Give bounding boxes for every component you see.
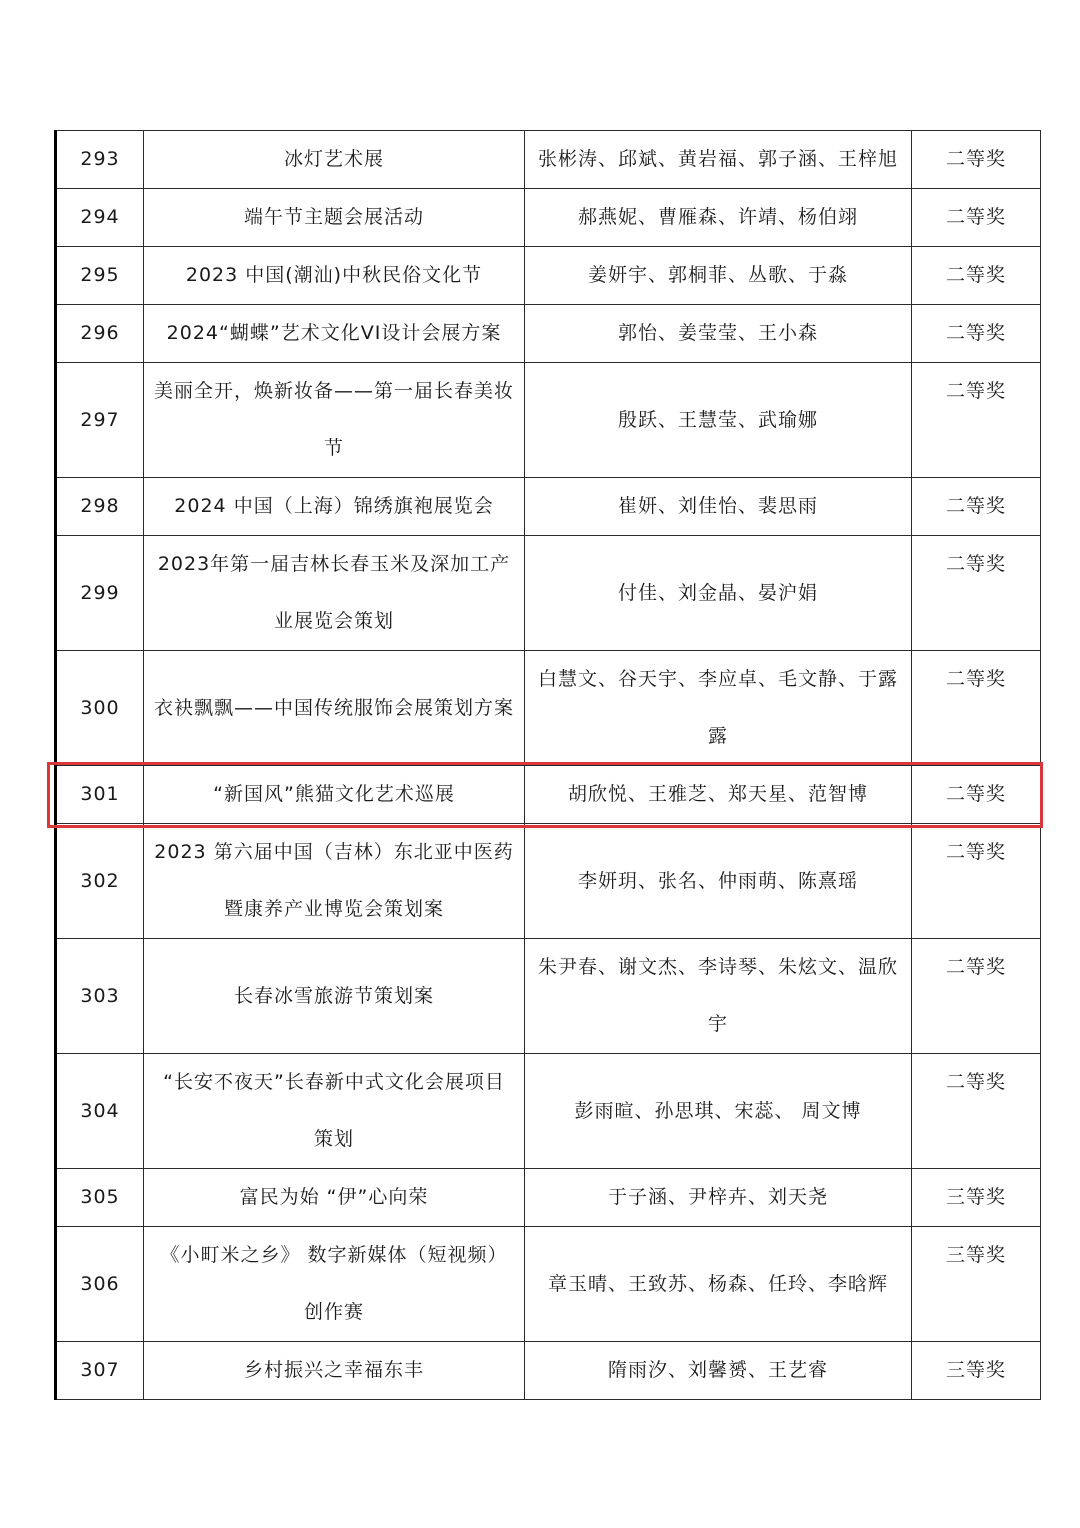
table-row (56, 247, 1041, 305)
team-members: 章玉晴、王致苏、杨森、任玲、李晗辉 (525, 1227, 912, 1342)
project-name: 美丽全开，焕新妆备——第一届长春美妆节 (144, 363, 525, 478)
team-members: 付佳、刘金晶、晏沪娟 (525, 536, 912, 651)
table-row (56, 363, 1041, 478)
team-members: 殷跃、王慧莹、武瑜娜 (525, 363, 912, 478)
table-row (56, 939, 1041, 1054)
row-number: 298 (56, 478, 144, 536)
table-row (56, 536, 1041, 651)
project-name: “长安不夜天”长春新中式文化会展项目策划 (144, 1054, 525, 1169)
award-level: 二等奖 (912, 536, 1041, 651)
project-name: “新国风”熊猫文化艺术巡展 (144, 766, 525, 824)
row-number: 307 (56, 1342, 144, 1400)
award-level: 二等奖 (912, 651, 1041, 766)
project-name: 2023 第六届中国（吉林）东北亚中医药暨康养产业博览会策划案 (144, 824, 525, 939)
award-level: 二等奖 (912, 189, 1041, 247)
table-row-highlighted (56, 766, 1041, 824)
row-number: 302 (56, 824, 144, 939)
project-name: 2024 中国（上海）锦绣旗袍展览会 (144, 478, 525, 536)
row-number: 297 (56, 363, 144, 478)
table-row (56, 189, 1041, 247)
table-row (56, 824, 1041, 939)
project-name: 《小町米之乡》 数字新媒体（短视频）创作赛 (144, 1227, 525, 1342)
award-level: 三等奖 (912, 1227, 1041, 1342)
row-number: 305 (56, 1169, 144, 1227)
row-number: 306 (56, 1227, 144, 1342)
project-name: 2024“蝴蝶”艺术文化VI设计会展方案 (144, 305, 525, 363)
team-members: 朱尹春、谢文杰、李诗琴、朱炫文、温欣宇 (525, 939, 912, 1054)
table-row (56, 1227, 1041, 1342)
team-members: 郭怡、姜莹莹、王小森 (525, 305, 912, 363)
award-level: 二等奖 (912, 766, 1041, 824)
table-row (56, 651, 1041, 766)
award-level: 二等奖 (912, 305, 1041, 363)
project-name: 衣袂飘飘——中国传统服饰会展策划方案 (144, 651, 525, 766)
table-row (56, 305, 1041, 363)
team-members: 李妍玥、张名、仲雨萌、陈熹瑶 (525, 824, 912, 939)
award-level: 二等奖 (912, 131, 1041, 189)
award-level: 二等奖 (912, 247, 1041, 305)
award-level: 二等奖 (912, 363, 1041, 478)
award-level: 二等奖 (912, 478, 1041, 536)
team-members: 于子涵、尹梓卉、刘天尧 (525, 1169, 912, 1227)
project-name: 冰灯艺术展 (144, 131, 525, 189)
team-members: 张彬涛、邱斌、黄岩福、郭子涵、王梓旭 (525, 131, 912, 189)
award-table-body (56, 131, 1041, 1400)
team-members: 白慧文、谷天宇、李应卓、毛文静、于露露 (525, 651, 912, 766)
project-name: 富民为始 “伊”心向荣 (144, 1169, 525, 1227)
row-number: 295 (56, 247, 144, 305)
row-number: 301 (56, 766, 144, 824)
award-level: 二等奖 (912, 824, 1041, 939)
table-row (56, 131, 1041, 189)
project-name: 2023年第一届吉林长春玉米及深加工产业展览会策划 (144, 536, 525, 651)
table-row (56, 1054, 1041, 1169)
row-number: 293 (56, 131, 144, 189)
row-number: 299 (56, 536, 144, 651)
project-name: 端午节主题会展活动 (144, 189, 525, 247)
row-number: 296 (56, 305, 144, 363)
row-number: 303 (56, 939, 144, 1054)
team-members: 彭雨暄、孙思琪、宋蕊、 周文博 (525, 1054, 912, 1169)
team-members: 隋雨汐、刘馨赟、王艺睿 (525, 1342, 912, 1400)
team-members: 崔妍、刘佳怡、裴思雨 (525, 478, 912, 536)
award-level: 二等奖 (912, 939, 1041, 1054)
project-name: 2023 中国(潮汕)中秋民俗文化节 (144, 247, 525, 305)
row-number: 294 (56, 189, 144, 247)
team-members: 姜妍宇、郭桐菲、丛歌、于淼 (525, 247, 912, 305)
award-level: 三等奖 (912, 1169, 1041, 1227)
team-members: 郝燕妮、曹雁森、许靖、杨伯翊 (525, 189, 912, 247)
table-row (56, 1169, 1041, 1227)
project-name: 长春冰雪旅游节策划案 (144, 939, 525, 1054)
table-row (56, 478, 1041, 536)
award-level: 三等奖 (912, 1342, 1041, 1400)
row-number: 300 (56, 651, 144, 766)
table-row (56, 1342, 1041, 1400)
project-name: 乡村振兴之幸福东丰 (144, 1342, 525, 1400)
team-members: 胡欣悦、王雅芝、郑天星、范智博 (525, 766, 912, 824)
row-number: 304 (56, 1054, 144, 1169)
award-level: 二等奖 (912, 1054, 1041, 1169)
award-table (54, 130, 1041, 1400)
